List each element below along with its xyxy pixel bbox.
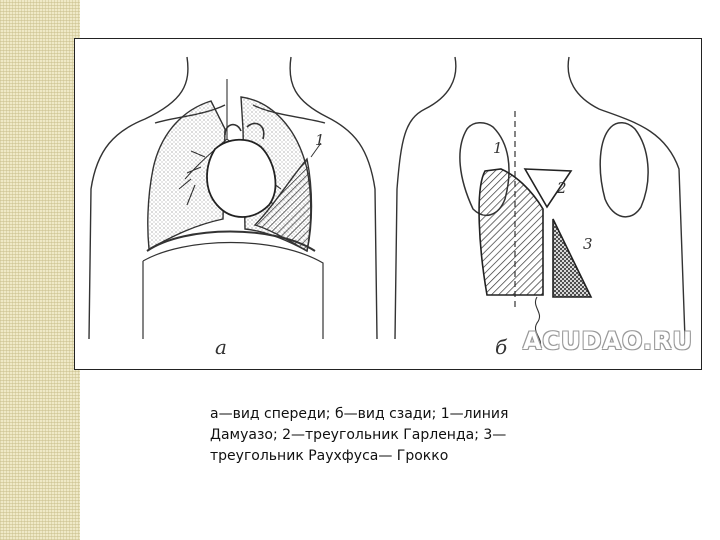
- panel-a-letter: а: [215, 335, 227, 359]
- watermark-logo: ACUDAO.RU: [522, 327, 693, 355]
- figure-caption: [210, 404, 570, 467]
- chest-illustration: [75, 39, 701, 369]
- front-view: [89, 57, 377, 339]
- label-damoiseau-line: 1: [315, 131, 325, 149]
- caption-line-1: а—вид спереди; б—вид сзади; 1—линия: [210, 406, 509, 422]
- caption-line-2: Дамуазо; 2—треугольник Гарленда; 3—: [210, 427, 507, 443]
- anatomy-figure: [74, 38, 702, 370]
- back-view: [395, 57, 685, 349]
- decorative-side-strip: [0, 0, 80, 540]
- caption-line-3: треугольник Раухфуса— Грокко: [210, 448, 449, 464]
- label-rauchfuss-triangle: 3: [583, 235, 593, 253]
- label-garland-triangle: 2: [557, 179, 567, 197]
- label-back-1: 1: [493, 139, 503, 157]
- panel-b-letter: б: [495, 335, 508, 359]
